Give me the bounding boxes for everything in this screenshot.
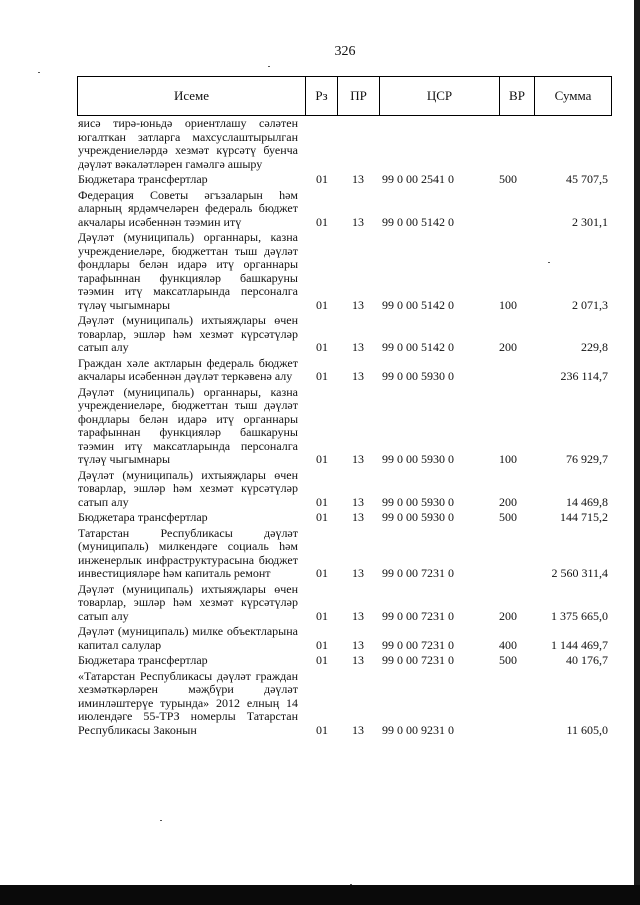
- budget-table-body: [78, 117, 610, 737]
- row-csr: 99 0 00 5930 0: [382, 510, 454, 524]
- row-name: яисә тирә-юньдә ориентлашу сәләтен югалткан затларга махсуслаштырылган учреждениеләрдә хезмәт күрсәтү буенча дәүләт вәкаләтләрен гамәлгә ашыру: [78, 116, 298, 171]
- row-sum: 229,8: [581, 340, 608, 354]
- row-rz: 01: [316, 214, 328, 229]
- row-name: Дәүләт (муниципаль) ихтыяҗлары өчен товарлар, эшләр һәм хезмәт күрсәтүләр сатып алу: [78, 467, 298, 509]
- row-name: Бюджетара трансфертлар: [78, 172, 208, 186]
- scan-speck: [548, 262, 550, 263]
- row-sum: 11 605,0: [566, 722, 608, 737]
- row-csr: 99 0 00 5142 0: [382, 214, 454, 229]
- row-rz: 01: [316, 510, 328, 524]
- row-pr: 13: [352, 637, 364, 652]
- row-name: Татарстан Республикасы дәүләт (муниципаль) милкендәге социаль һәм инженерлык инфраструктурасына бюджет инвестицияләре һәм капиталь ремонт: [78, 525, 298, 580]
- row-sum: 2 071,3: [572, 297, 608, 312]
- row-rz: 01: [316, 494, 328, 509]
- row-vr: 500: [499, 172, 517, 186]
- row-csr: 99 0 00 5142 0: [382, 340, 454, 354]
- row-rz: 01: [316, 369, 328, 383]
- row-sum: 14 469,8: [566, 494, 608, 509]
- row-vr: 200: [499, 340, 517, 354]
- row-name: Бюджетара трансфертлар: [78, 653, 208, 667]
- row-vr: 500: [499, 653, 517, 667]
- row-name: Дәүләт (муниципаль) милке объектларына капитал салулар: [78, 624, 298, 652]
- table-row: [78, 625, 610, 652]
- table-header: [77, 76, 612, 116]
- page-number: 326: [334, 44, 356, 59]
- row-csr: 99 0 00 7231 0: [382, 608, 454, 623]
- row-pr: 13: [352, 653, 364, 667]
- column-header-csr: ЦСР: [380, 77, 500, 115]
- row-pr: 13: [352, 452, 364, 466]
- table-row: [78, 654, 610, 668]
- row-vr: 100: [499, 297, 517, 312]
- row-name: Дәүләт (муниципаль) ихтыяҗлары өчен товарлар, эшләр һәм хезмәт күрсәтүләр сатып алу: [78, 313, 298, 354]
- column-header-pr: ПР: [338, 77, 380, 115]
- scan-bottom-bar: [0, 885, 640, 905]
- row-csr: 99 0 00 5142 0: [382, 297, 454, 312]
- row-sum: 40 176,7: [566, 653, 608, 667]
- table-row: [78, 117, 610, 171]
- column-header-vr: ВР: [500, 77, 535, 115]
- table-row: [78, 469, 610, 510]
- row-name: Граждан хәле актларын федераль бюджет акчалары исәбеннән дәүләт теркәвенә алу: [78, 355, 298, 383]
- table-row: [78, 583, 610, 624]
- row-pr: 13: [352, 494, 364, 509]
- row-name: Федерация Советы әгъзаларын һәм аларның ярдәмчеләрен федераль бюджет акчалары исәбеннән тәэмин итү: [78, 187, 298, 229]
- row-sum: 2 560 311,4: [551, 566, 608, 580]
- row-sum: 144 715,2: [560, 510, 608, 524]
- row-rz: 01: [316, 653, 328, 667]
- row-sum: 45 707,5: [566, 172, 608, 186]
- row-pr: 13: [352, 340, 364, 354]
- scan-speck: [38, 72, 40, 73]
- scan-speck: [160, 820, 162, 821]
- row-sum: 1 144 469,7: [551, 637, 608, 652]
- table-row: [78, 314, 610, 355]
- row-vr: 200: [499, 494, 517, 509]
- row-pr: 13: [352, 722, 364, 737]
- row-name: Дәүләт (муниципаль) органнары, казна учреждениеләре, бюджеттан тыш дәүләт фондлары белән идарә итү органнары тарафыннан функцияләр башкаруны тәэмин итү максатларында персоналга түләү чыгымнары: [78, 230, 298, 312]
- scan-speck: [268, 66, 270, 67]
- column-header-rz: Рз: [306, 77, 338, 115]
- column-header-sum: Сумма: [554, 88, 592, 103]
- table-row: [78, 511, 610, 525]
- row-csr: 99 0 00 7231 0: [382, 653, 454, 667]
- table-row: [78, 670, 610, 738]
- row-csr: 99 0 00 2541 0: [382, 172, 454, 186]
- table-row: [78, 189, 610, 230]
- row-rz: 01: [316, 172, 328, 186]
- table-row: [78, 527, 610, 581]
- row-rz: 01: [316, 637, 328, 652]
- row-csr: 99 0 00 7231 0: [382, 566, 454, 580]
- row-rz: 01: [316, 340, 328, 354]
- row-sum: 1 375 665,0: [551, 608, 608, 623]
- row-rz: 01: [316, 566, 328, 580]
- row-pr: 13: [352, 172, 364, 186]
- row-pr: 13: [352, 369, 364, 383]
- row-vr: 100: [499, 452, 517, 466]
- row-name: «Татарстан Республикасы дәүләт граждан хезмәткәрләрен мәҗбүри дәүләт иминләштерүе турында» 2012 елның 14 июлендәге 55-ТРЗ номерлы Татарстан Республикасы Законын: [78, 668, 298, 737]
- table-row: [78, 357, 610, 384]
- row-name: Дәүләт (муниципаль) органнары, казна учреждениеләре, бюджеттан тыш дәүләт фондлары белән идарә итү органнары тарафыннан функцияләр башкаруны тәэмин итү максатларында персоналга түләү чыгымнары: [78, 384, 298, 466]
- row-pr: 13: [352, 214, 364, 229]
- row-sum: 2 301,1: [572, 214, 608, 229]
- row-rz: 01: [316, 608, 328, 623]
- row-pr: 13: [352, 566, 364, 580]
- table-row: [78, 173, 610, 187]
- column-header-name: Исеме: [78, 77, 306, 115]
- row-rz: 01: [316, 297, 328, 312]
- row-csr: 99 0 00 9231 0: [382, 722, 454, 737]
- row-vr: 400: [499, 637, 517, 652]
- row-csr: 99 0 00 5930 0: [382, 369, 454, 383]
- row-sum: 236 114,7: [560, 369, 608, 383]
- row-vr: 500: [499, 510, 517, 524]
- row-csr: 99 0 00 5930 0: [382, 494, 454, 509]
- scan-right-edge: [634, 0, 640, 905]
- row-csr: 99 0 00 5930 0: [382, 452, 454, 466]
- row-name: Дәүләт (муниципаль) ихтыяҗлары өчен товарлар, эшләр һәм хезмәт күрсәтүләр сатып алу: [78, 581, 298, 623]
- row-csr: 99 0 00 7231 0: [382, 637, 454, 652]
- table-row: [78, 386, 610, 467]
- row-sum: 76 929,7: [566, 452, 608, 466]
- row-rz: 01: [316, 452, 328, 466]
- row-pr: 13: [352, 608, 364, 623]
- table-row: [78, 231, 610, 312]
- row-pr: 13: [352, 510, 364, 524]
- row-name: Бюджетара трансфертлар: [78, 510, 208, 524]
- row-rz: 01: [316, 722, 328, 737]
- row-vr: 200: [499, 608, 517, 623]
- row-pr: 13: [352, 297, 364, 312]
